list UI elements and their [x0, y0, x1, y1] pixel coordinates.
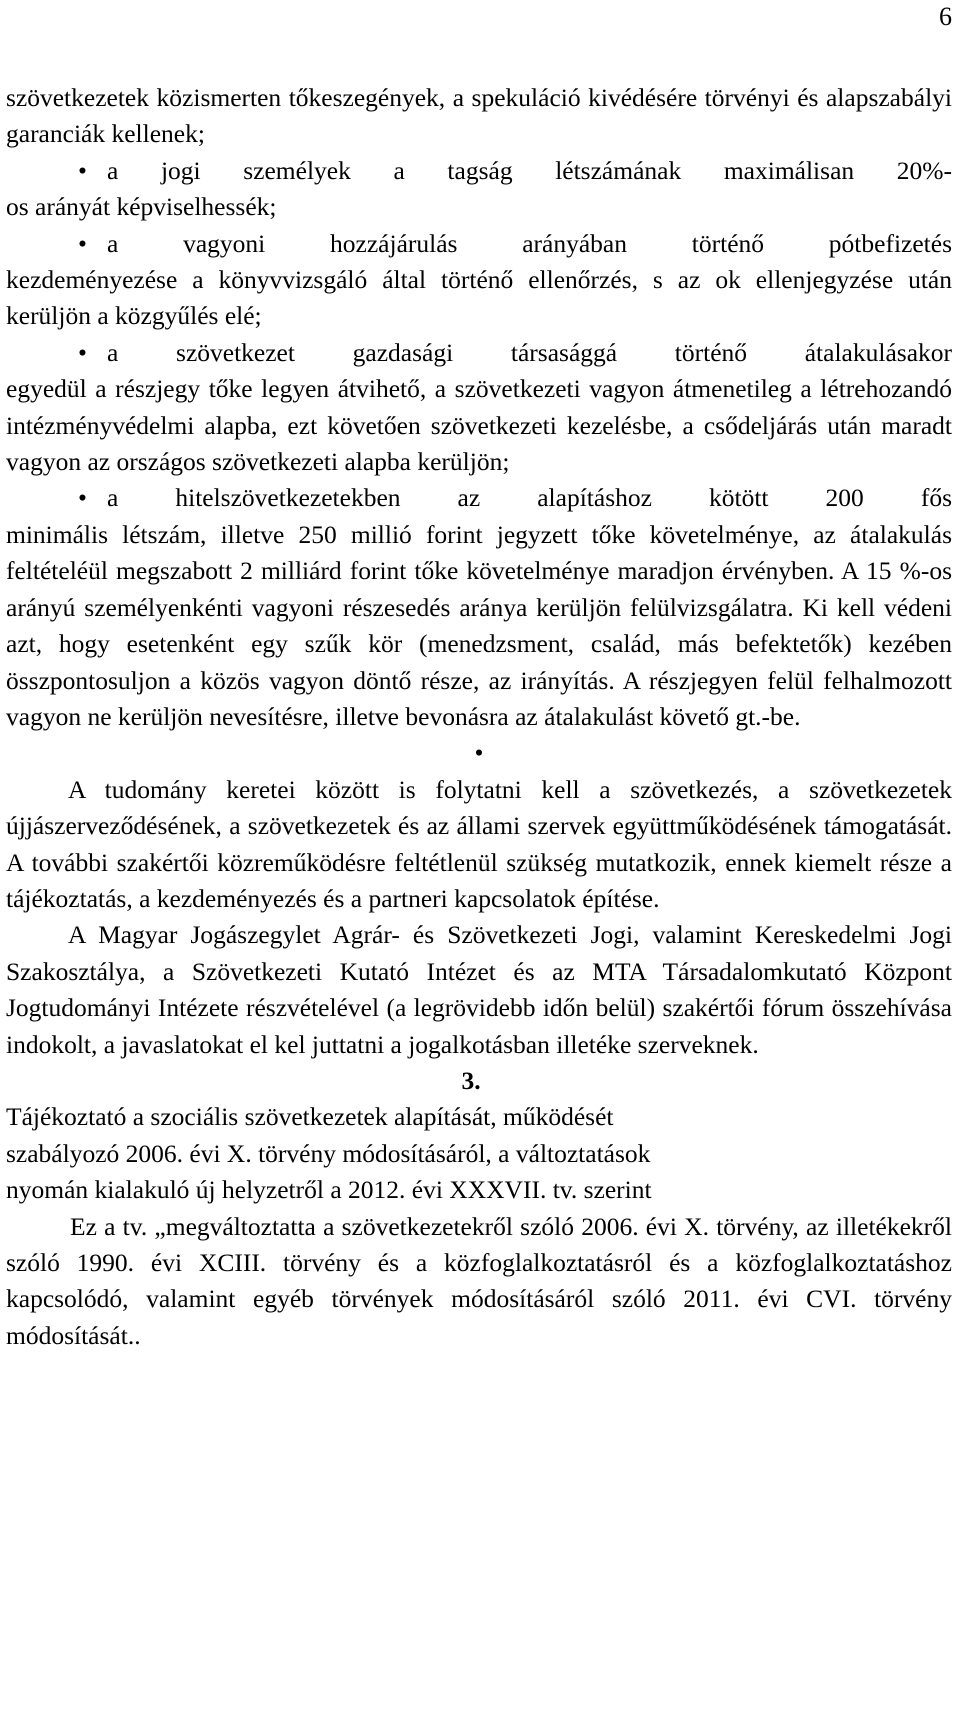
bullet-continuation: os arányát képviselhessék;	[6, 192, 277, 222]
paragraph-law-amendment: Ez a tv. „megváltoztatta a szövetkezetekről szóló 2006. évi X. törvény, az illetékekről szóló 1990. évi XCIII. törvény és a közfoglalkoztatásról és a közfoglalkoztatáshoz kapcsolódó, valamint egyéb törvények módosításáról szóló 2011. évi CVI. törvény módosítását..	[6, 1211, 952, 1350]
paragraph-intro: szövetkezetek közismerten tőkeszegények, a spekuláció kivédésére törvényi és alapszabályi garanciák kellenek;	[6, 83, 952, 149]
paragraph-forum: A Magyar Jogászegylet Agrár- és Szövetkezeti Jogi, valamint Kereskedelmi Jogi Szakosztálya, a Szövetkezeti Kutató Intézet és az MTA Társadalomkutató Központ Jogtudományi Intézete részvételével (a legrövidebb időn belül) szakértői fórum összehívása indokolt, a javaslatokat el kel juttatni a jogalkotásban illetéke szerveknek.	[6, 920, 952, 1059]
bullet-icon: •	[78, 483, 87, 513]
bullet-item-transformation	[6, 335, 952, 481]
bullet-continuation: minimális létszám, illetve 250 millió forint jegyzett tőke követelménye, az átalakulás feltételéül megszabott 2 milliárd forint tőke követelménye maradjon érvényben. A 15 %-os arányú személyenkénti vagyoni részesedés aránya kerüljön felülvizsgálatra. Ki kell védeni azt, hogy esetenként egy szűk kör (menedzsment, család, más befektetők) kezében összpontosuljon a közös vagyon döntő része, az irányítás. A részjegyen felül felhalmozott vagyon ne kerüljön nevesítésre, illetve bevonásra az átalakulást követő gt.-be.	[6, 519, 952, 731]
bullet-icon: •	[78, 228, 87, 258]
paragraph-science: A tudomány keretei között is folytatni kell a szövetkezés, a szövetkezetek újjászerveződésének, a szövetkezetek és az állami szervek együttműködésének támogatását. A további szakértői közreműködésre feltétlenül szükség mutatkozik, ennek kiemelt része a tájékoztatás, a kezdeményezés és a partneri kapcsolatok építése.	[6, 774, 952, 913]
page-body	[6, 80, 952, 1354]
bullet-first-line: a vagyoni hozzájárulás arányában történő pótbefizetés	[107, 228, 952, 258]
heading-line: Tájékoztató a szociális szövetkezetek alapítását, működését	[6, 1102, 614, 1132]
heading-line: szabályozó 2006. évi X. törvény módosításáról, a változtatások	[6, 1138, 651, 1168]
bullet-first-line: a szövetkezet gazdasági társasággá történő átalakulásakor	[107, 337, 952, 367]
bullet-continuation: kezdeményezése a könyvvizsgáló által történő ellenőrzés, s az ok ellenjegyzése után kerüljön a közgyűlés elé;	[6, 265, 952, 331]
section-number: 3.	[461, 1065, 481, 1095]
page-number: 6	[939, 2, 952, 31]
bullet-icon: •	[78, 337, 87, 367]
bullet-icon: •	[78, 155, 87, 185]
bullet-item-credit-cooperatives	[6, 480, 952, 735]
bullet-continuation: egyedül a részjegy tőke legyen átvihető, a szövetkezeti vagyon átmenetileg a létrehozandó intézményvédelmi alapba, ezt követően szövetkezeti kezelésbe, a csődeljárás után maradt vagyon az országos szövetkezeti alapba kerüljön;	[6, 374, 952, 477]
bullet-icon: •	[474, 738, 484, 768]
bullet-first-line: a jogi személyek a tagság létszámának maximálisan 20%-	[107, 155, 952, 185]
bullet-item-legal-persons	[6, 153, 952, 226]
bullet-item-additional-payment	[6, 226, 952, 335]
bullet-first-line: a hitelszövetkezetekben az alapításhoz kötött 200 fős	[107, 483, 952, 513]
heading-line: nyomán kialakuló új helyzetről a 2012. évi XXXVII. tv. szerint	[6, 1175, 652, 1205]
section-heading	[6, 1099, 952, 1208]
